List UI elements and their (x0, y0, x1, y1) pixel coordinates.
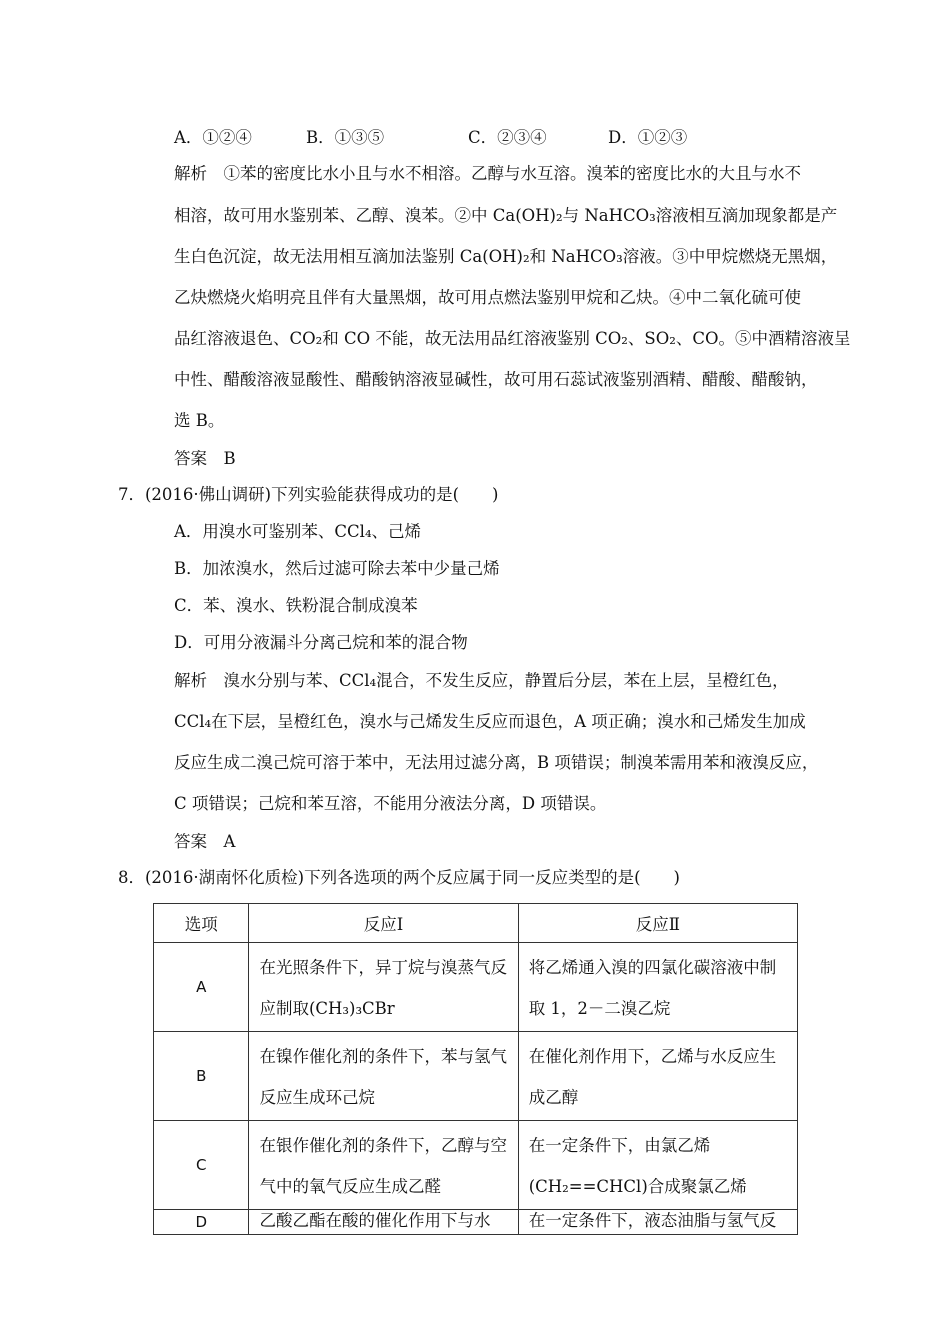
q6-analysis-line: 品红溶液退色、CO₂和 CO 不能，故无法用品红溶液鉴别 CO₂、SO₂、CO。⑤中酒精溶液呈 (174, 329, 851, 348)
table-header: 反应Ⅱ (518, 904, 797, 943)
table-row (154, 1210, 798, 1235)
reaction-2-cell: 在一定条件下，液态油脂与氢气反 (518, 1210, 797, 1235)
q7-option: D．可用分液漏斗分离己烷和苯的混合物 (174, 633, 468, 652)
q8-stem: 8．(2016·湖南怀化质检)下列各选项的两个反应属于同一反应类型的是( ) (118, 868, 680, 887)
q6-analysis-line: 生白色沉淀，故无法用相互滴加法鉴别 Ca(OH)₂和 NaHCO₃溶液。③中甲烷燃烧无黑烟， (174, 247, 838, 266)
q6-analysis-line: 选 B。 (174, 411, 225, 430)
q7-analysis-line: CCl₄在下层，呈橙红色，溴水与己烯发生反应而退色，A 项正确；溴水和己烯发生加成 (174, 712, 806, 731)
row-option: D (154, 1210, 249, 1235)
row-option: A (154, 943, 249, 1032)
row-option: C (154, 1121, 249, 1210)
q7-analysis-line: 解析 溴水分别与苯、CCl₄混合，不发生反应，静置后分层，苯在上层，呈橙红色， (174, 671, 789, 690)
reaction-table (153, 903, 798, 1235)
row-option: B (154, 1032, 249, 1121)
reaction-2-cell: 将乙烯通入溴的四氯化碳溶液中制取 1，2－二溴乙烷 (518, 943, 797, 1032)
table-row (154, 1032, 798, 1121)
q6-analysis-line: 乙炔燃烧火焰明亮且伴有大量黑烟，故可用点燃法鉴别甲烷和乙炔。④中二氧化硫可使 (174, 288, 801, 307)
q7-option: B．加浓溴水，然后过滤可除去苯中少量己烯 (174, 559, 500, 578)
q6-analysis-line: 中性、醋酸溶液显酸性、醋酸钠溶液显碱性，故可用石蕊试液鉴别酒精、醋酸、醋酸钠， (174, 370, 818, 389)
table-row (154, 1121, 798, 1210)
q7-analysis-line: C 项错误；己烷和苯互溶，不能用分液法分离，D 项错误。 (174, 794, 607, 813)
option-a: A．①②④ (174, 128, 252, 147)
q7-stem: 7．(2016·佛山调研)下列实验能获得成功的是( ) (118, 485, 499, 504)
q7-answer: 答案 A (174, 832, 236, 851)
q6-analysis-line: 解析 ①苯的密度比水小且与水不相溶。乙醇与水互溶。溴苯的密度比水的大且与水不 (174, 164, 801, 183)
reaction-1-cell: 在光照条件下，异丁烷与溴蒸气反应制取(CH₃)₃CBr (249, 943, 518, 1032)
reaction-2-cell: 在催化剂作用下，乙烯与水反应生成乙醇 (518, 1032, 797, 1121)
table-row (154, 943, 798, 1032)
option-c: C．②③④ (468, 128, 547, 147)
table-header: 选项 (154, 904, 249, 943)
q6-analysis-line: 相溶，故可用水鉴别苯、乙醇、溴苯。②中 Ca(OH)₂与 NaHCO₃溶液相互滴加现象都是产 (174, 206, 838, 225)
q7-option: A．用溴水可鉴别苯、CCl₄、己烯 (174, 522, 422, 541)
q6-answer: 答案 B (174, 449, 236, 468)
reaction-1-cell: 乙酸乙酯在酸的催化作用下与水 (249, 1210, 518, 1235)
table-header: 反应Ⅰ (249, 904, 518, 943)
reaction-1-cell: 在银作催化剂的条件下，乙醇与空气中的氧气反应生成乙醛 (249, 1121, 518, 1210)
q7-analysis-line: 反应生成二溴己烷可溶于苯中，无法用过滤分离，B 项错误；制溴苯需用苯和液溴反应， (174, 753, 819, 772)
option-d: D．①②③ (608, 128, 688, 147)
reaction-1-cell: 在镍作催化剂的条件下，苯与氢气反应生成环己烷 (249, 1032, 518, 1121)
reaction-2-cell: 在一定条件下，由氯乙烯(CH₂==CHCl)合成聚氯乙烯 (518, 1121, 797, 1210)
q7-option: C．苯、溴水、铁粉混合制成溴苯 (174, 596, 418, 615)
option-b: B．①③⑤ (306, 128, 385, 147)
